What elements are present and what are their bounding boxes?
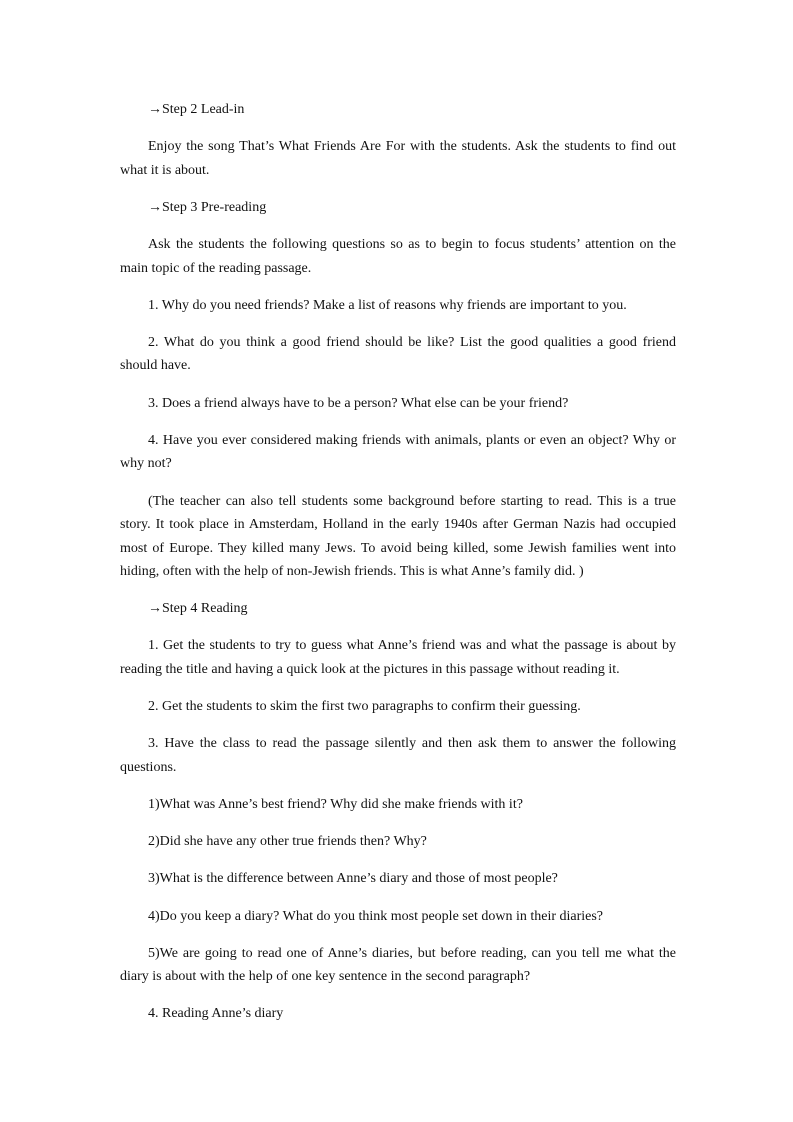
- step-2-heading: →Step 2 Lead-in: [148, 102, 245, 117]
- reading-task-2: 2. Get the students to skim the first two paragraphs to confirm their guessing.: [148, 699, 581, 715]
- reading-task-1: 1. Get the students to try to guess what Anne’s friend was and what the passage is about by reading the title and having a quick look at the pictures in this passage without reading it.: [120, 638, 676, 677]
- reading-task-3: 3. Have the class to read the passage silently and then ask them to answer the following questions.: [120, 736, 676, 775]
- reading-question-1: 1)What was Anne’s best friend? Why did she make friends with it?: [148, 796, 523, 812]
- pre-reading-question-4: 4. Have you ever considered making friends with animals, plants or even an object? Why or why not?: [120, 432, 676, 472]
- pre-reading-question-2: 2. What do you think a good friend should be like? List the good qualities a good friend should have.: [120, 334, 676, 374]
- reading-question-4: 4)Do you keep a diary? What do you think most people set down in their diaries?: [148, 908, 604, 924]
- reading-question-5: 5)We are going to read one of Anne’s diaries, but before reading, can you tell me what the diary is about with the help of one key sentence in the second paragraph?: [120, 945, 676, 985]
- background-note: (The teacher can also tell students some background before starting to read. This is a true story. It took place in Amsterdam, Holland in the early 1940s after German Nazis had occupied most of Europe. They killed many Jews. To avoid being killed, some Jewish families went into hiding, often with the help of non-Jewish friends. This is what Anne’s family did. ): [120, 493, 676, 579]
- reading-question-2: 2)Did she have any other true friends then? Why?: [148, 834, 427, 850]
- lead-in-paragraph: Enjoy the song That’s What Friends Are For with the students. Ask the students to find out what it is about.: [120, 139, 676, 178]
- pre-reading-intro: Ask the students the following questions so as to begin to focus students’ attention on the main topic of the reading passage.: [120, 237, 676, 276]
- step-3-heading: →Step 3 Pre-reading: [148, 199, 267, 215]
- pre-reading-question-1: 1. Why do you need friends? Make a list of reasons why friends are important to you.: [148, 297, 627, 313]
- document-page: [120, 98, 676, 1040]
- reading-question-3: 3)What is the difference between Anne’s diary and those of most people?: [148, 871, 558, 887]
- step-4-heading: →Step 4 Reading: [148, 601, 248, 617]
- reading-task-4: 4. Reading Anne’s diary: [148, 1006, 284, 1022]
- pre-reading-question-3: 3. Does a friend always have to be a person? What else can be your friend?: [148, 395, 569, 411]
